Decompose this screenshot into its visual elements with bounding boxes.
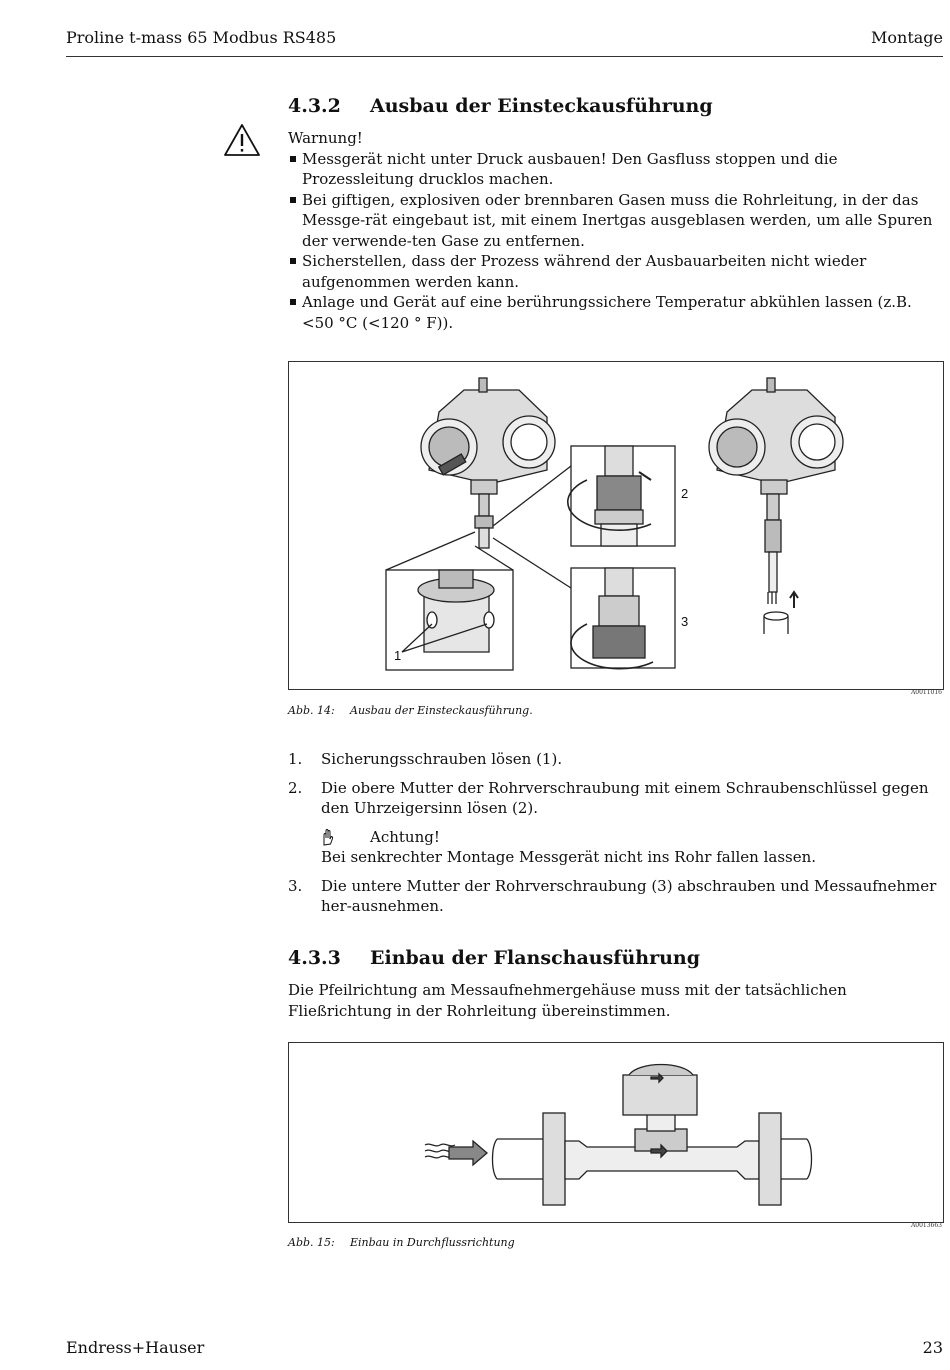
transmitter-housing-right (709, 378, 843, 634)
callout-1: 1 (394, 648, 402, 663)
step-number: 1. (288, 750, 303, 768)
caption-text: Einbau in Durchflussrichtung (350, 1236, 515, 1249)
figure-caption (288, 1236, 515, 1249)
section-heading-433 (288, 947, 700, 969)
figure-code: A0013663 (910, 1222, 942, 1229)
running-header-title: Proline t-mass 65 Modbus RS485 (66, 28, 337, 47)
note-text: Bei senkrechter Montage Messgerät nicht ins Rohr fallen lassen. (321, 848, 817, 866)
hand-icon (320, 829, 334, 846)
running-header-section: Montage (871, 28, 943, 47)
footer-brand: Endress+Hauser (66, 1338, 205, 1357)
caption-text: Ausbau der Einsteckausführung. (350, 704, 533, 717)
sensor-removal-illustration (289, 362, 943, 689)
figure-15 (288, 1042, 944, 1223)
caption-label: Abb. 15: (288, 1236, 335, 1249)
warning-label: Warnung! (288, 129, 363, 147)
step-text: Die obere Mutter der Rohrverschraubung mit einem Schraubenschlüssel gegen den Uhrzeigersinn lösen (2). (321, 778, 929, 817)
figure-14 (288, 361, 944, 690)
step-text: Die untere Mutter der Rohrverschraubung (3) abschrauben und Messaufnehmer her-ausnehmen. (321, 876, 937, 915)
section-number: 4.3.2 (288, 95, 341, 117)
list-item: Sicherstellen, dass der Prozess während der Ausbauarbeiten nicht wieder aufgenommen werden kann. (288, 251, 943, 292)
figure-code: A0011016 (910, 689, 942, 696)
list-item (288, 876, 943, 917)
section-number: 4.3.3 (288, 947, 341, 969)
section-title: Ausbau der Einsteckausführung (370, 95, 713, 117)
flange-installation-illustration (289, 1043, 943, 1222)
header-rule (66, 56, 943, 57)
note-item (288, 827, 943, 868)
caption-label: Abb. 14: (288, 704, 335, 717)
note-label: Achtung! (370, 827, 440, 846)
figure-caption (288, 704, 533, 717)
list-item (288, 749, 943, 770)
section-paragraph: Die Pfeilrichtung am Messaufnehmergehäuse muss mit der tatsächlichen Fließrichtung in der Rohrleitung übereinstimmen. (288, 981, 847, 1020)
list-item: Anlage und Gerät auf eine berührungssichere Temperatur abkühlen lassen (z.B. <50 °C (<120 ° F)). (288, 292, 943, 333)
warning-icon (222, 122, 262, 158)
warning-block (288, 128, 943, 333)
transmitter-housing-left (421, 378, 555, 548)
callout-2: 2 (681, 486, 689, 501)
list-item: Messgerät nicht unter Druck ausbauen! Den Gasfluss stoppen und die Prozessleitung drucklos machen. (288, 149, 943, 190)
step-number: 2. (288, 778, 303, 797)
section-heading-432 (288, 95, 713, 117)
page-number: 23 (922, 1338, 943, 1357)
step-number: 3. (288, 876, 303, 895)
section-title: Einbau der Flanschausführung (370, 947, 700, 969)
list-item (288, 778, 943, 819)
list-item: Bei giftigen, explosiven oder brennbaren Gasen muss die Rohrleitung, in der das Messge-rät eingebaut ist, mit einem Inertgas ausgeblasen werden, um alle Spuren der verwende-ten Gase zu entfernen. (288, 190, 943, 252)
procedure-steps (288, 749, 943, 917)
step-text: Sicherungsschrauben lösen (1). (321, 750, 563, 768)
callout-3: 3 (681, 614, 689, 629)
